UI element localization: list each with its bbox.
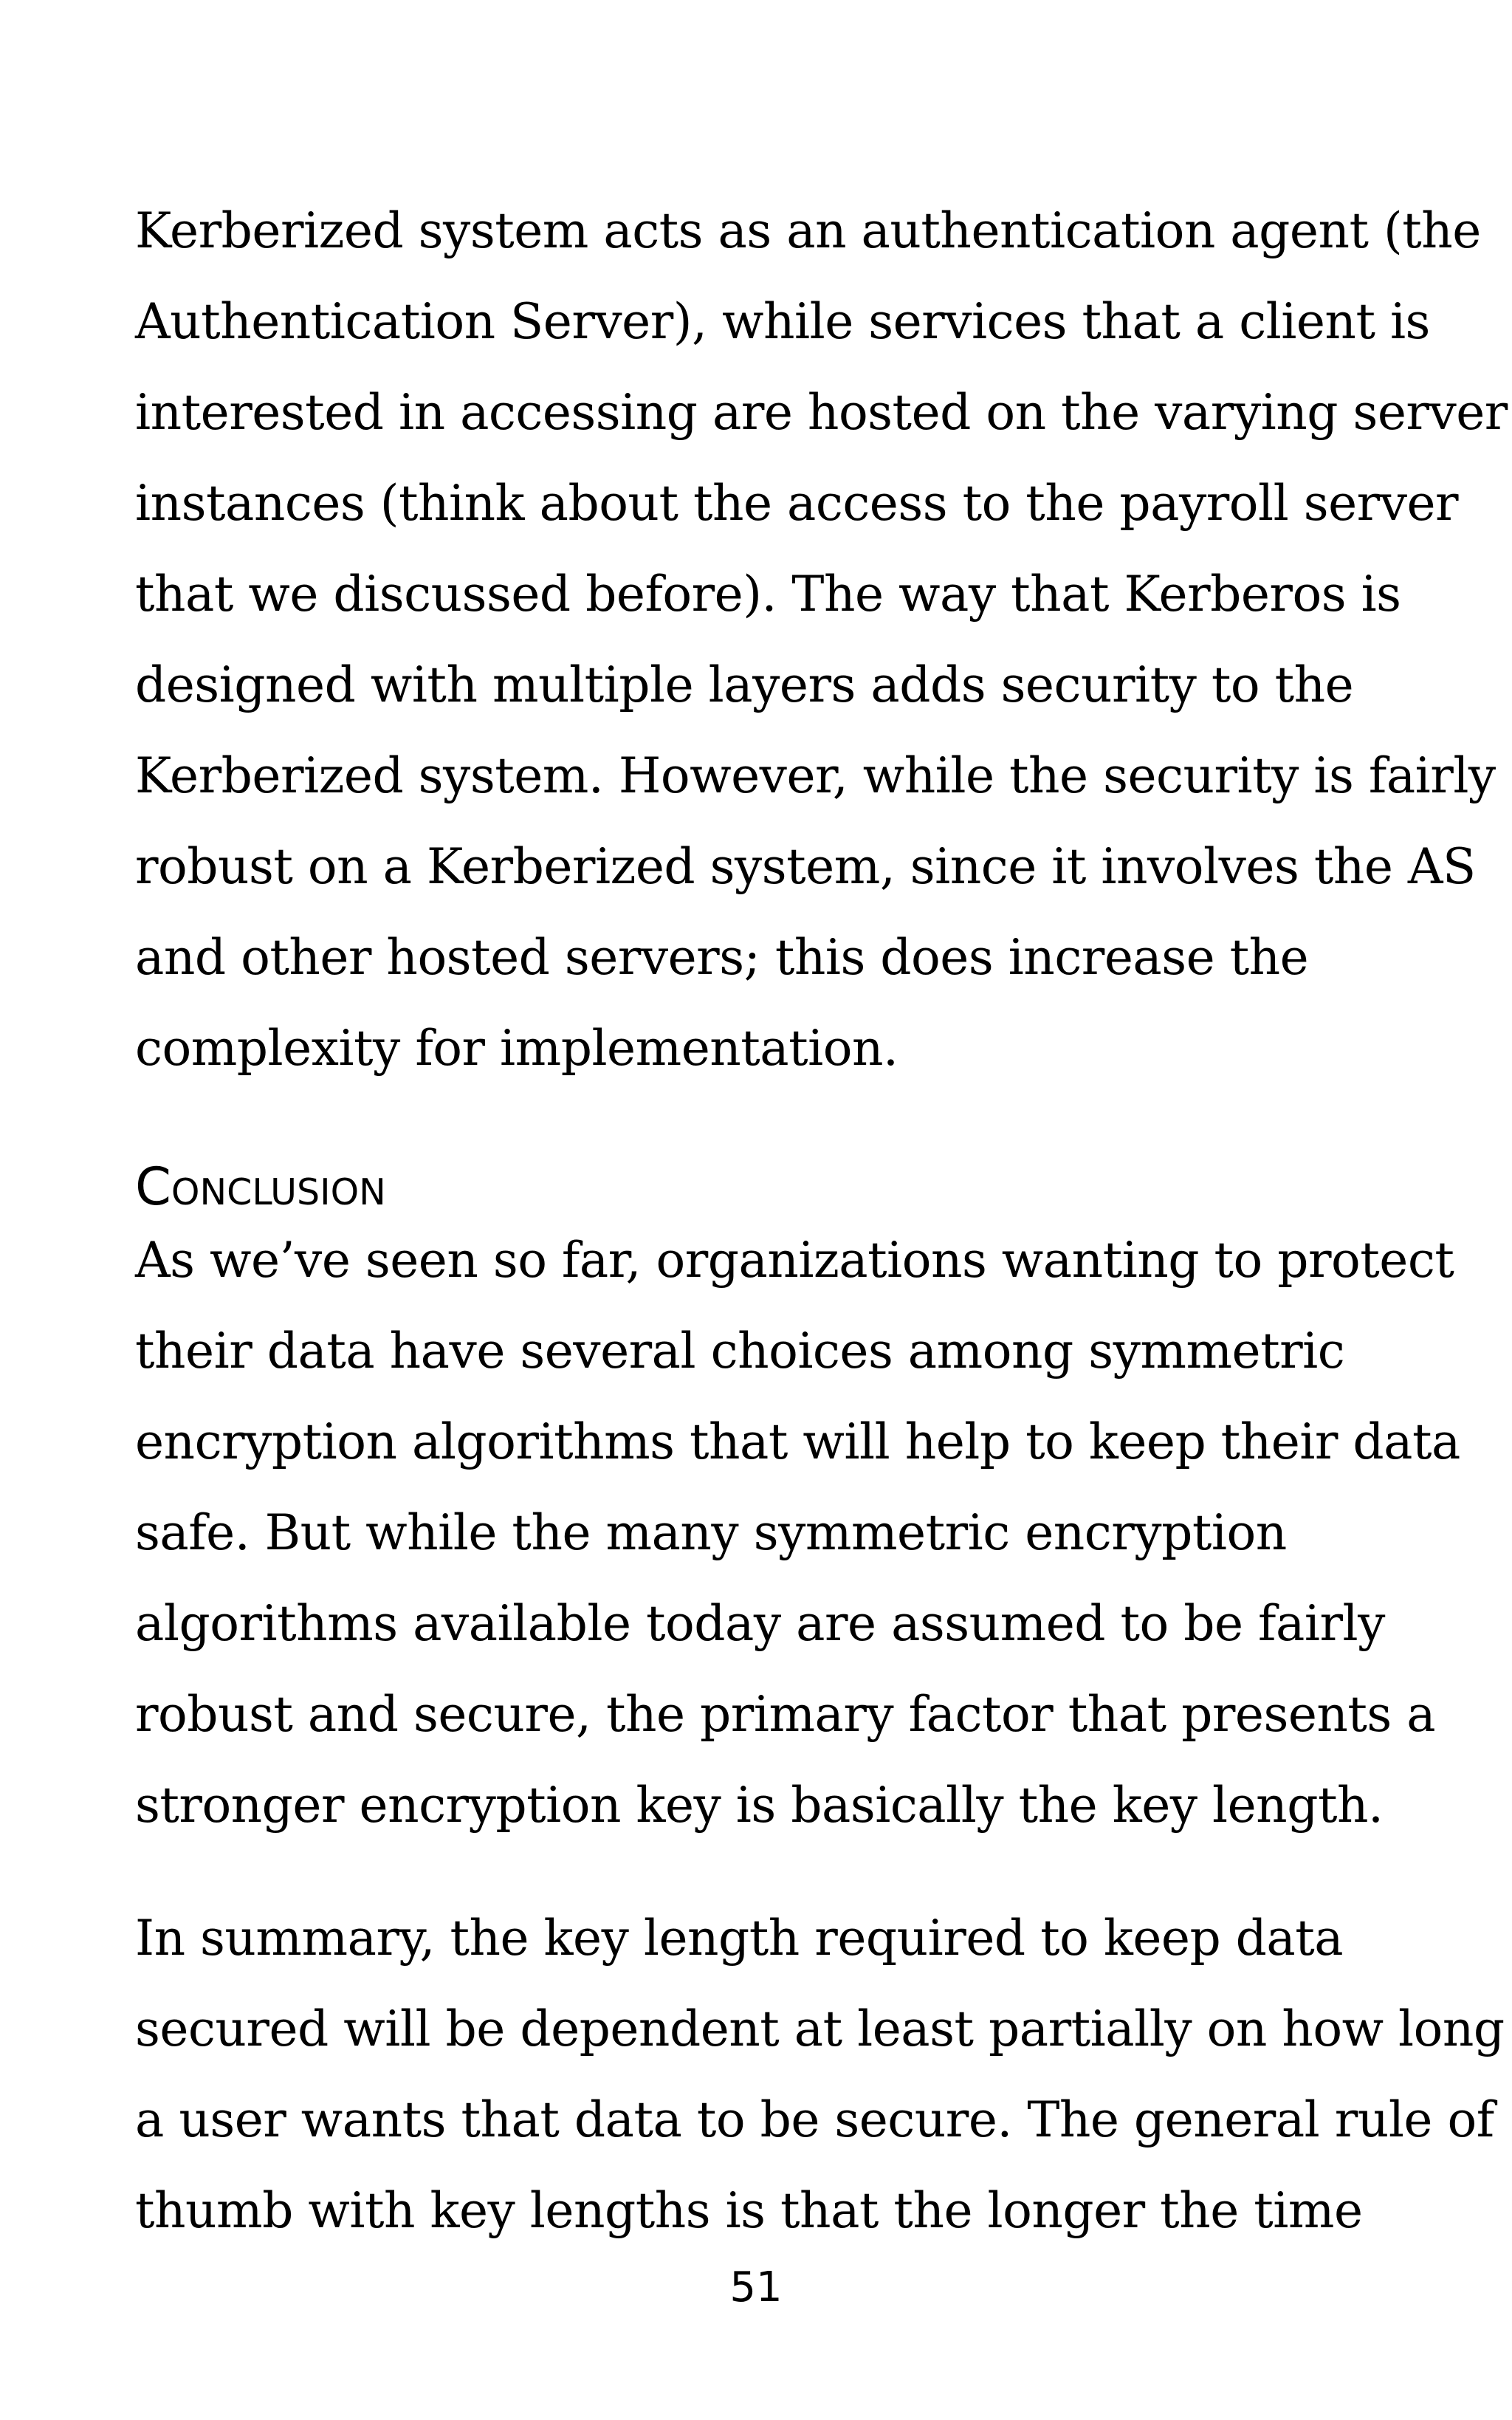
text-line: Kerberized system acts as an authentication agent (the xyxy=(135,202,1481,259)
text-line: secured will be dependent at least partially on how long xyxy=(135,2001,1505,2057)
text-line: their data have several choices among symmetric xyxy=(135,1323,1345,1379)
text-line: instances (think about the access to the payroll server xyxy=(135,475,1459,532)
text-line: robust on a Kerberized system, since it involves the AS xyxy=(135,838,1476,895)
text-line: a user wants that data to be secure. The general rule of xyxy=(135,2091,1494,2148)
text-line: algorithms available today are assumed to be fairly xyxy=(135,1595,1385,1652)
text-line: safe. But while the many symmetric encryption xyxy=(135,1504,1287,1561)
text-line: stronger encryption key is basically the key length. xyxy=(135,1777,1384,1834)
text-line: As we’ve seen so far, organizations wanting to protect xyxy=(135,1232,1454,1289)
text-line: In summary, the key length required to keep data xyxy=(135,1910,1344,1967)
text-line: designed with multiple layers adds security to the xyxy=(135,657,1354,713)
text-line: thumb with key lengths is that the longer the time xyxy=(135,2182,1363,2239)
text-line: and other hosted servers; this does increase the xyxy=(135,929,1309,986)
section-heading: Conclusion xyxy=(135,1156,386,1217)
page-number: 51 xyxy=(729,2263,783,2311)
text-line: complexity for implementation. xyxy=(135,1020,898,1077)
text-line: interested in accessing are hosted on the varying server xyxy=(135,384,1508,441)
text-line: that we discussed before). The way that Kerberos is xyxy=(135,566,1401,623)
text-line: Authentication Server), while services that a client is xyxy=(135,293,1430,350)
text-line: encryption algorithms that will help to keep their data xyxy=(135,1413,1460,1470)
text-line: robust and secure, the primary factor that presents a xyxy=(135,1686,1436,1743)
text-line: Kerberized system. However, while the security is fairly xyxy=(135,747,1496,804)
